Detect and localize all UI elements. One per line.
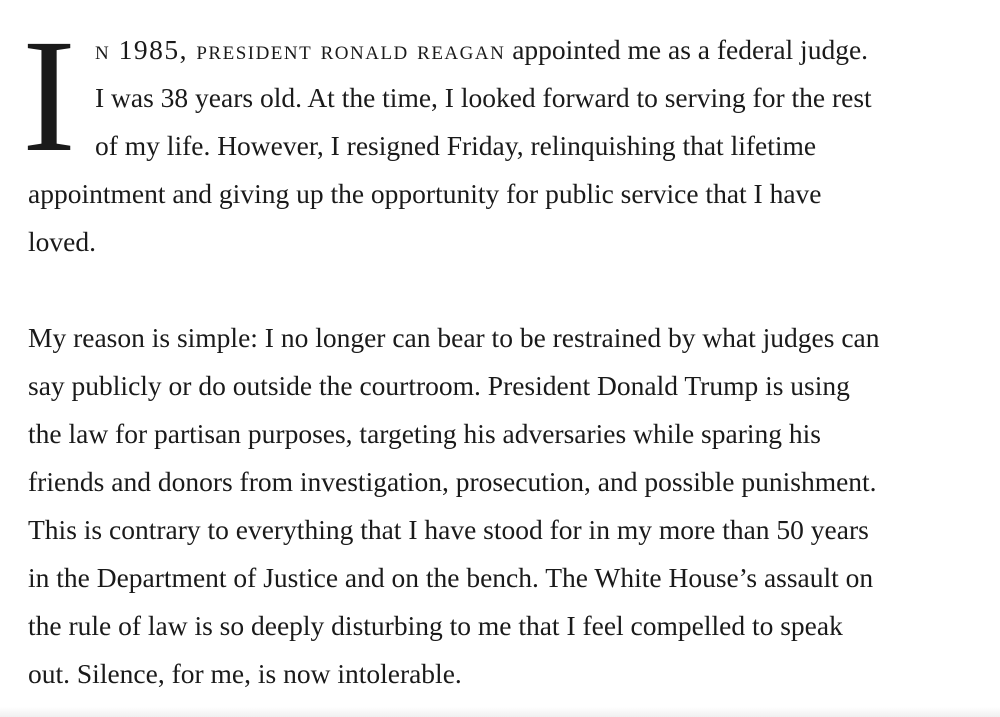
paragraph-2-line: the rule of law is so deeply disturbing to me that I feel compelled to speak [28, 610, 843, 641]
paragraph-2-line: This is contrary to everything that I have stood for in my more than 50 years [28, 514, 869, 545]
drop-cap: I [22, 7, 76, 186]
drop-cap-container [22, 7, 82, 186]
lead-in-small-caps: n 1985, president ronald reagan [95, 34, 506, 65]
paragraph-1-line-4: appointment and giving up the opportunity for public service that I have [28, 178, 822, 209]
paragraph-1-line-1 [28, 26, 986, 74]
paragraph-2-line: My reason is simple: I no longer can bear to be restrained by what judges can [28, 322, 880, 353]
paragraph-1-line-2: I was 38 years old. At the time, I looked forward to serving for the rest [95, 82, 872, 113]
bottom-edge-fade [0, 707, 1000, 717]
paragraph-2-line: friends and donors from investigation, prosecution, and possible punishment. [28, 466, 877, 497]
line-1-rest: appointed me as a federal judge. [505, 34, 869, 65]
paragraph-1-line-3: of my life. However, I resigned Friday, relinquishing that lifetime [95, 130, 817, 161]
paragraph-1-line-5: loved. [28, 226, 96, 257]
paragraph-2 [28, 314, 986, 698]
paragraph-2-line: in the Department of Justice and on the bench. The White House’s assault on [28, 562, 874, 593]
paragraph-1 [22, 7, 986, 266]
paragraph-2-line: out. Silence, for me, is now intolerable. [28, 658, 462, 689]
paragraph-2-line: say publicly or do outside the courtroom. President Donald Trump is using [28, 370, 850, 401]
paragraph-spacer [28, 266, 986, 314]
article-body [22, 7, 986, 698]
paragraph-2-line: the law for partisan purposes, targeting his adversaries while sparing his [28, 418, 821, 449]
